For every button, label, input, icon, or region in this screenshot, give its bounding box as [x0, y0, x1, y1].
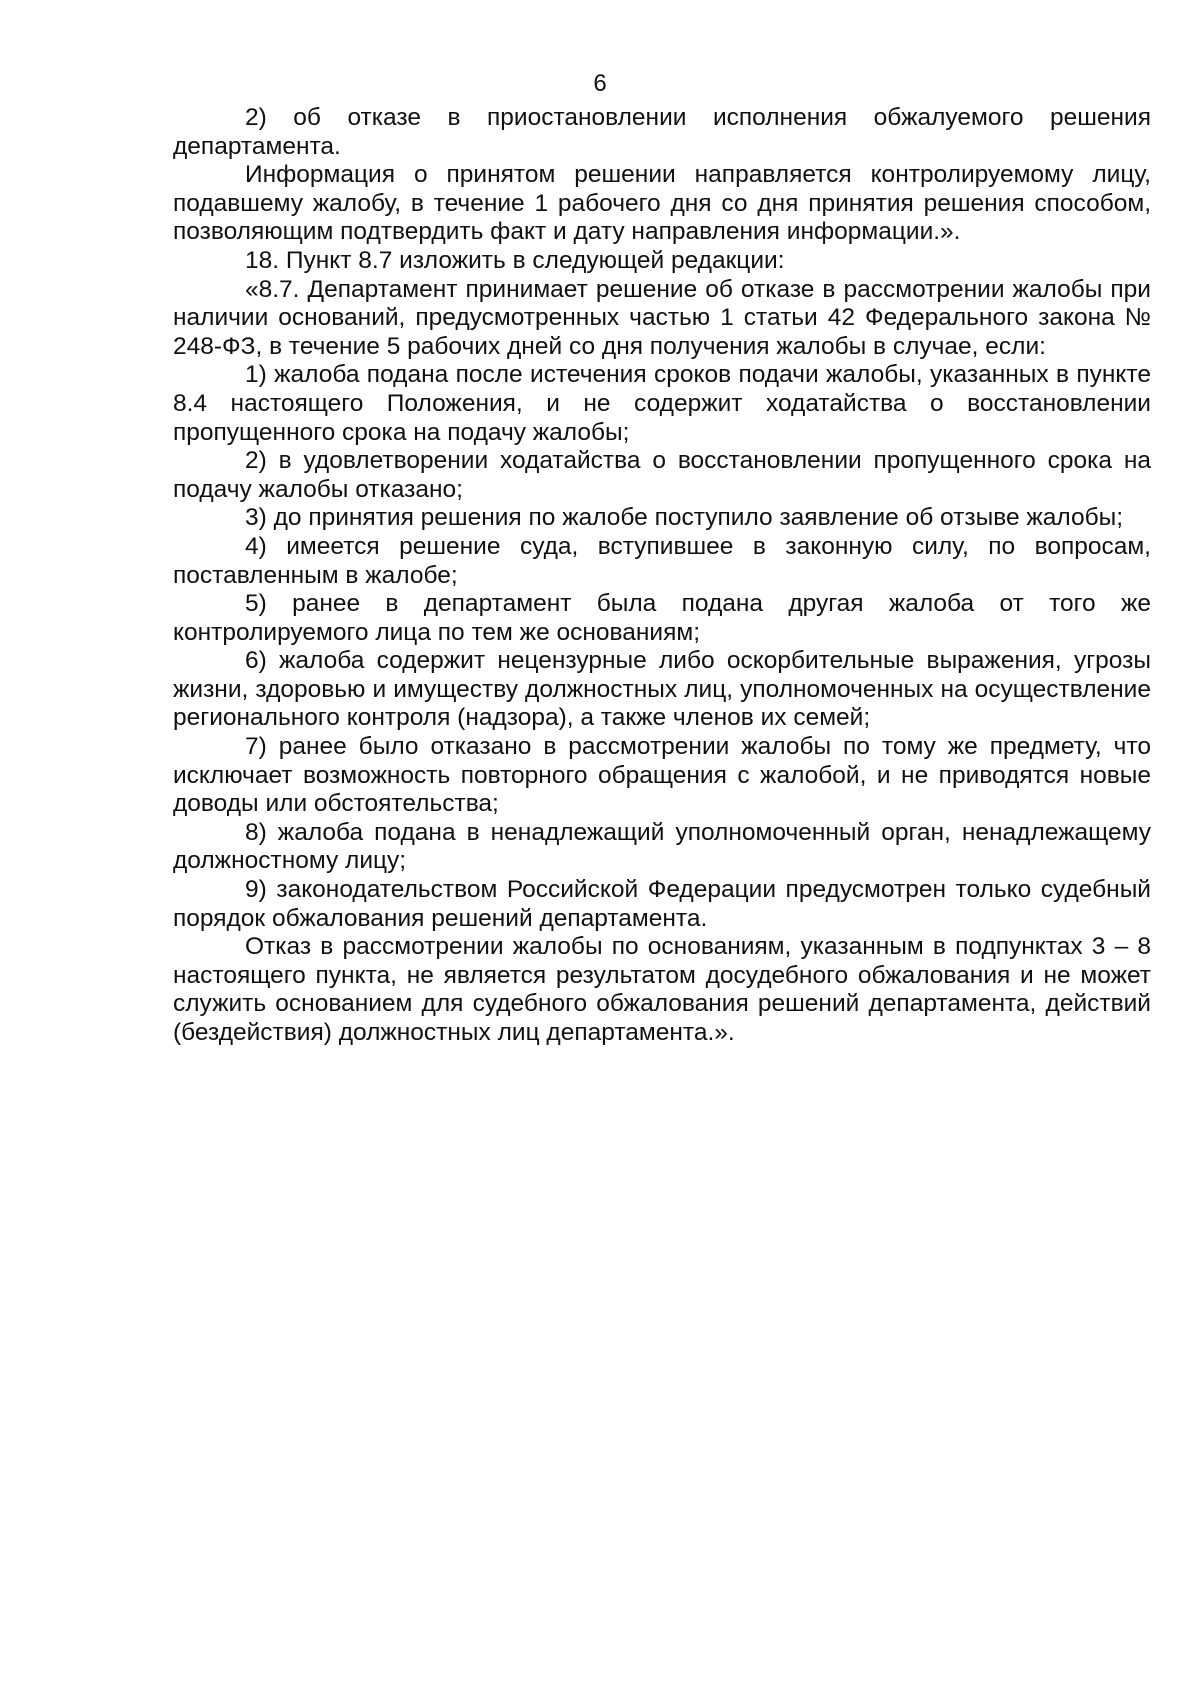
list-item-1: 1) жалоба подана после истечения сроков подачи жалобы, указанных в пункте 8.4 настоящего Положения, и не содержит ходатайства о восстановлении пропущенного срока на подачу жалобы; — [173, 361, 1151, 446]
list-item-7: 7) ранее было отказано в рассмотрении жалобы по тому же предмету, что исключает возможность повторного обращения с жалобой, и не приводятся новые доводы или обстоятельства; — [173, 733, 1151, 818]
list-item-8: 8) жалоба подана в ненадлежащий уполномоченный орган, ненадлежащему должностному лицу; — [173, 818, 1151, 875]
list-item-2: 2) в удовлетворении ходатайства о восстановлении пропущенного срока на подачу жалобы отказано; — [173, 447, 1151, 503]
list-item-3: 3) до принятия решения по жалобе поступило заявление об отзыве жалобы; — [245, 504, 1124, 532]
paragraph-clause-8-7: «8.7. Департамент принимает решение об отказе в рассмотрении жалобы при наличии оснований, предусмотренных частью 1 статьи 42 Федерального закона № 248-ФЗ, в течение 5 рабочих дней со дня получения жалобы в случае, если: — [173, 275, 1151, 360]
paragraph-item-18: 18. Пункт 8.7 изложить в следующей редакции: — [245, 246, 785, 274]
list-item-5: 5) ранее в департамент была подана другая жалоба от того же контролируемого лица по тем же основаниям; — [173, 590, 1151, 646]
paragraph-refusal-consequence: Отказ в рассмотрении жалобы по основаниям, указанным в подпунктах 3 – 8 настоящего пункта, не является результатом досудебного обжалования и не может служить основанием для судебного обжалования решений департамента, действий (бездействия) должностных лиц департамента.». — [173, 933, 1151, 1046]
paragraph-refusal-suspension: 2) об отказе в приостановлении исполнения обжалуемого решения департамента. — [173, 104, 1151, 160]
list-item-6: 6) жалоба содержит нецензурные либо оскорбительные выражения, угрозы жизни, здоровью и имуществу должностных лиц, уполномоченных на осуществление регионального контроля (надзора), а также членов их семей; — [173, 647, 1151, 732]
document-body — [173, 104, 1151, 1048]
paragraph-decision-notification: Информация о принятом решении направляется контролируемому лицу, подавшему жалобу, в течение 1 рабочего дня со дня принятия решения способом, позволяющим подтвердить факт и дату направления информации.». — [173, 161, 1151, 246]
list-item-4: 4) имеется решение суда, вступившее в законную силу, по вопросам, поставленным в жалобе; — [173, 532, 1151, 589]
page-number: 6 — [593, 70, 607, 97]
list-item-9: 9) законодательством Российской Федерации предусмотрен только судебный порядок обжалования решений департамента. — [173, 876, 1151, 932]
